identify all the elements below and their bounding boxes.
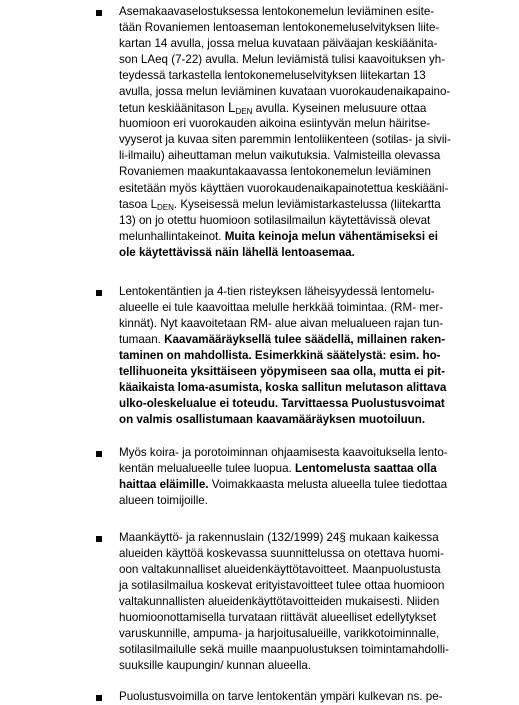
- text-line: käaikaista loma-asumista, koska sallitun melutason alittava: [119, 381, 447, 395]
- text-line: kinnät). Nyt kaavoitetaan RM- alue aivan melualueen rajan tun-: [119, 317, 444, 331]
- text-line: vyyserot ja kuvaa siten paremmin lentoliikenteen (sotilas- ja sivii-: [119, 133, 451, 147]
- text-line: kartan 14 avulla, jossa melua kuvataan päiväajan keskiäänita-: [119, 37, 438, 51]
- text-line: alueelle ei tule kaavoittaa melulle herkkää toimintaa. (RM- mer-: [119, 301, 444, 315]
- text-line: taminen on mahdollista. Esimerkkinä säätelystä: esim. ho-: [119, 349, 441, 363]
- text-line: tään Rovaniemen lentoaseman lentokonemeluselvityksen liite-: [119, 21, 440, 35]
- paragraph: [119, 689, 514, 705]
- paragraph: [119, 284, 514, 428]
- text-line: ole käytettävissä näin lähellä lentoasemaa.: [119, 245, 355, 259]
- text-line: haittaa eläimille. Voimakkaasta melusta alueella tulee tiedottaa: [119, 478, 448, 492]
- text-line: Asemakaavaselostuksessa lentokonemelun leviäminen esite-: [119, 5, 435, 18]
- bullet-marker: [96, 451, 102, 457]
- paragraph: [119, 445, 514, 509]
- text-line: Rovaniemen maakuntakaavassa lentokonemelun leviäminen: [119, 165, 431, 179]
- text-line: huomioon eri vuorokauden aikoina esiintyvän melun häiritse-: [119, 117, 431, 131]
- text-line: varuskunnille, ampuma- ja harjoitusalueille, varikkotoiminnalle,: [119, 627, 440, 641]
- text-line: melunhallintakeinot. Muita keinoja melun vähentämiseksi ei: [119, 229, 438, 243]
- bullet-marker: [96, 10, 102, 16]
- text-line: huomioonottamisella turvataan riittävät alueelliset edellytykset: [119, 611, 437, 625]
- text-line: ja sotilasilmailua koskevat erityistavoitteet tulee ottaa huomioon: [119, 579, 445, 593]
- bullet-marker: [96, 695, 102, 701]
- text-line: on valmis osallistumaan kaavamääräyksen muotoiluun.: [119, 413, 426, 427]
- text-line: avulla, jossa melun leviäminen kuvataan vuorokaudenaikapaino-: [119, 85, 451, 99]
- text-line: tetun keskiäänitason $L_{DEN}$ avulla. Kyseinen melusuure ottaa: [119, 100, 427, 117]
- paragraph: [119, 530, 514, 674]
- text-line: tasoa $L_{DEN}$. Kyseisessä melun leviämistarkastelussa (liitekartta: [119, 197, 441, 212]
- text-line: Maankäyttö- ja rakennuslain (132/1999) 24§ mukaan kaikessa: [119, 531, 439, 544]
- text-line: valtakunnallisten alueidenkäyttötavoitteiden mukaisesti. Niiden: [119, 595, 440, 609]
- den-subscript: DEN: [157, 202, 174, 212]
- text-line: sotilasilmailulle sekä muille maanpuolustuksen toimintamahdolli-: [119, 643, 449, 657]
- text-line: son LAeq (7-22) avulla. Melun leviämistä tulisi kaavoituksen yh-: [119, 53, 446, 67]
- text-line: kentän melualueelle tulee luopua. Lentomelusta saattaa olla: [119, 462, 437, 476]
- bullet-marker: [96, 536, 102, 542]
- text-line: oon valtakunnalliset alueidenkäyttötavoitteet. Maanpuolustusta: [119, 563, 441, 577]
- text-line: suuksille kaupungin/ kunnan alueella.: [119, 659, 312, 673]
- paragraph: [119, 4, 514, 261]
- text-line: 13) on jo otettu huomioon sotilasilmailun käytettävissä olevat: [119, 213, 431, 227]
- text-line: ulko-oleskelualue ei toteudu. Tarvittaessa Puolustusvoimat: [119, 397, 445, 411]
- text-line: alueen toimijoille.: [119, 494, 208, 508]
- bullet-marker: [96, 290, 102, 296]
- text-line: li-ilmailu) aiheuttaman melun vaikutuksia. Valmisteilla olevassa: [119, 149, 441, 163]
- text-line: tellihuoneita yksittäiseen yöpymiseen saa olla, mutta ei pit-: [119, 365, 446, 379]
- text-line: esitetään myös käyttäen vuorokaudenaikapainotettua keskiääni-: [119, 181, 449, 195]
- l-symbol: L: [227, 100, 236, 116]
- text-line: teydessä tarkastella lentokonemeluselvityksen liitekartan 13: [119, 69, 426, 83]
- text-line: tumaan. Kaavamääräyksellä tulee säädellä, millainen raken-: [119, 333, 446, 347]
- den-subscript: DEN: [235, 107, 253, 117]
- text-line: Puolustusvoimilla on tarve lentokentän ympäri kulkevan ns. pe-: [119, 690, 443, 703]
- text-line: Myös koira- ja porotoiminnan ohjaamisesta kaavoituksella lento-: [119, 446, 448, 459]
- text-line: Lentokentäntien ja 4-tien risteyksen läheisyydessä lentomelu-: [119, 285, 435, 298]
- text-line: alueiden käyttöä koskevassa suunnittelussa on otettava huomi-: [119, 547, 444, 561]
